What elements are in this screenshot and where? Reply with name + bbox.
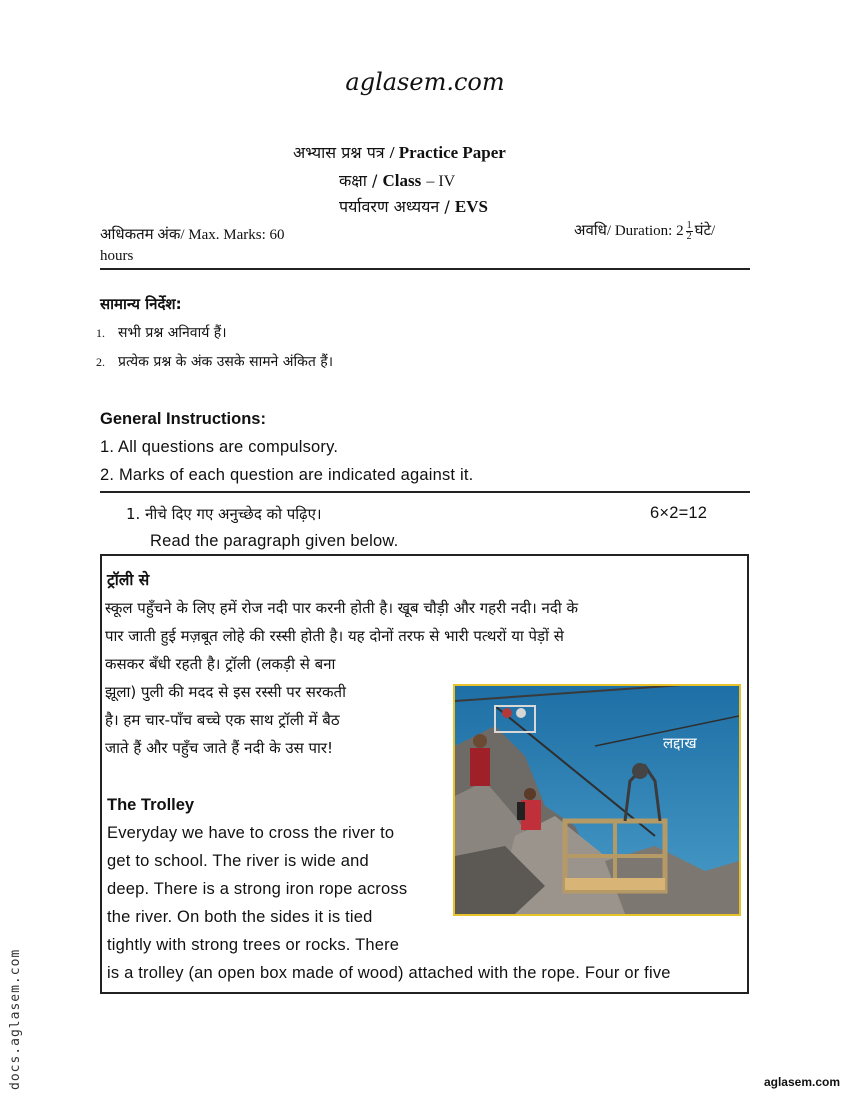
passage-hindi-line-5: है। हम चार-पाँच बच्चे एक साथ ट्रॉली में बैठ bbox=[105, 711, 340, 729]
question-1-marks: 6×2=12 bbox=[650, 504, 708, 522]
max-marks: अधिकतम अंक/ Max. Marks: 60 bbox=[100, 227, 285, 243]
class-line bbox=[339, 169, 455, 191]
passage-hindi-line-6: जाते हैं और पहुँच जाते हैं नदी के उस पार! bbox=[105, 739, 334, 757]
passage-hindi-line-3: कसकर बँधी रहती है। ट्रॉली (लकड़ी से बना bbox=[105, 655, 336, 673]
passage-english-line-6: is a trolley (an open box made of wood) attached with the rope. Four or five bbox=[107, 964, 671, 982]
instructions-divider bbox=[100, 491, 750, 493]
passage-english-line-3: deep. There is a strong iron rope across bbox=[107, 880, 408, 898]
passage-title-hindi: ट्रॉली से bbox=[107, 571, 150, 589]
fraction-denominator: 2 bbox=[686, 231, 692, 243]
instruction-text: सभी प्रश्न अनिवार्य हैं। bbox=[118, 325, 227, 341]
duration bbox=[574, 220, 715, 242]
footer-brand: aglasem.com bbox=[763, 1075, 840, 1089]
class-hindi: कक्षा / bbox=[339, 171, 378, 190]
passage-hindi-line-4: झूला) पुली की मदद से इस रस्सी पर सरकती bbox=[105, 683, 346, 701]
duration-label: अवधि/ Duration: 2 bbox=[574, 223, 684, 239]
instruction-number: 2. bbox=[96, 355, 105, 369]
side-watermark-url: docs.aglasem.com bbox=[8, 948, 23, 1090]
duration-unit: घंटे/ bbox=[694, 223, 716, 239]
subject-line bbox=[339, 195, 488, 217]
instruction-number: 1. bbox=[96, 326, 105, 340]
passage-title-english: The Trolley bbox=[107, 796, 195, 814]
hindi-instruction-1 bbox=[96, 323, 227, 342]
class-number: – IV bbox=[426, 173, 456, 190]
hours-label: hours bbox=[100, 248, 134, 264]
passage-hindi-line-1: स्कूल पहुँचने के लिए हमें रोज नदी पार करनी होती है। खूब चौड़ी और गहरी नदी। नदी के bbox=[105, 599, 579, 617]
english-instruction-2: 2. Marks of each question are indicated against it. bbox=[100, 466, 474, 484]
paper-title-hindi: अभ्यास प्रश्न पत्र bbox=[293, 143, 385, 162]
passage-english-line-2: get to school. The river is wide and bbox=[107, 852, 369, 870]
hindi-instruction-2 bbox=[96, 352, 333, 371]
paper-title-english: / Practice Paper bbox=[389, 143, 506, 162]
instruction-text: प्रत्येक प्रश्न के अंक उसके सामने अंकित हैं। bbox=[118, 354, 334, 370]
subject-hindi: पर्यावरण अध्ययन / bbox=[339, 197, 450, 216]
passage-english-line-4: the river. On both the sides it is tied bbox=[107, 908, 373, 926]
subject-english: EVS bbox=[454, 197, 488, 216]
question-1-english: Read the paragraph given below. bbox=[150, 532, 399, 550]
class-english: Class bbox=[382, 171, 422, 190]
photo-caption: लद्दाख bbox=[663, 734, 697, 752]
passage-english-line-1: Everyday we have to cross the river to bbox=[107, 824, 395, 842]
passage-hindi-line-2: पार जाती हुई मज़बूत लोहे की रस्सी होती है। यह दोनों तरफ से भारी पत्थरों या पेड़ों से bbox=[105, 627, 564, 645]
hindi-instructions-title: सामान्य निर्देश: bbox=[100, 295, 182, 313]
english-instructions-title: General Instructions: bbox=[100, 410, 266, 428]
passage-english-line-5: tightly with strong trees or rocks. There bbox=[107, 936, 400, 954]
duration-fraction bbox=[686, 221, 693, 242]
fraction-numerator: 1 bbox=[686, 220, 692, 232]
english-instruction-1: 1. All questions are compulsory. bbox=[100, 438, 339, 456]
header-divider bbox=[100, 268, 750, 270]
paper-title bbox=[293, 141, 506, 163]
trolley-photo bbox=[453, 684, 741, 916]
question-1-hindi: 1. नीचे दिए गए अनुच्छेद को पढ़िए। bbox=[126, 505, 322, 523]
trolley-illustration bbox=[455, 686, 739, 914]
site-logo: aglasem.com bbox=[345, 68, 505, 96]
